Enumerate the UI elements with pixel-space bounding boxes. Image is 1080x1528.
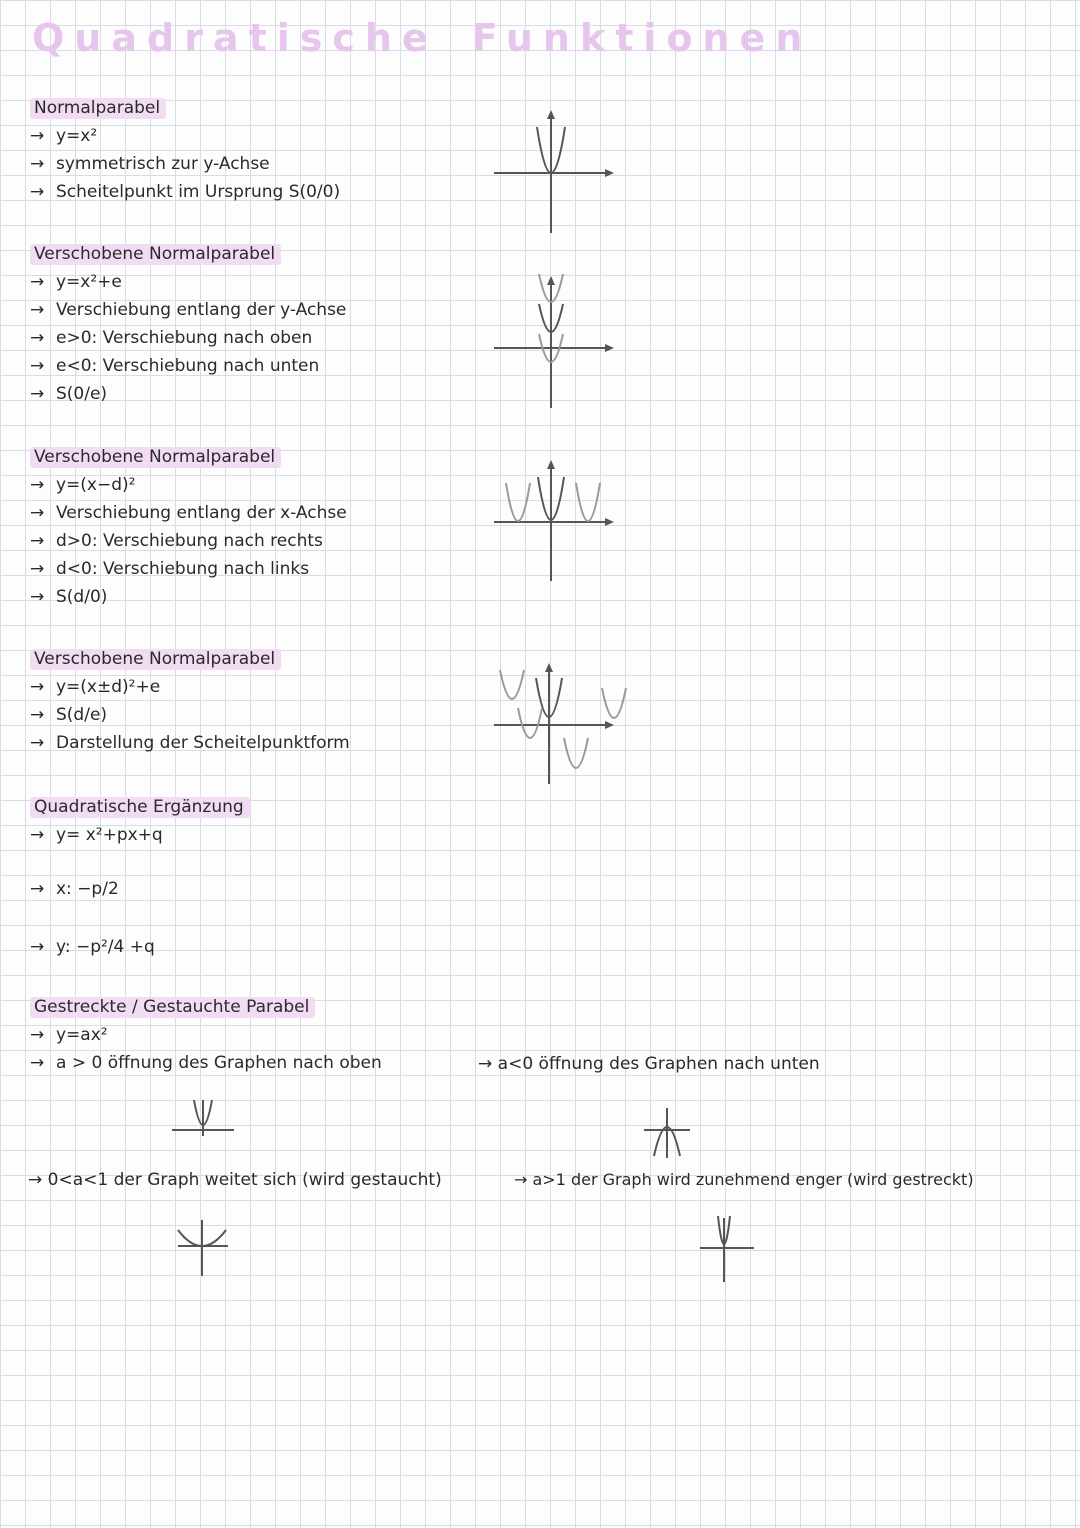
graph-narrowed: [698, 1214, 756, 1288]
graph-vertex-form: [490, 658, 635, 788]
list-item: → d>0: Verschiebung nach rechts: [30, 527, 347, 555]
section-normalparabel: [30, 98, 340, 206]
list-item: → Scheitelpunkt im Ursprung S(0/0): [30, 178, 340, 206]
list-item: → d<0: Verschiebung nach links: [30, 555, 347, 583]
arrow-icon: →: [30, 300, 45, 320]
arrow-icon: →: [30, 559, 45, 579]
graph-open-down: [642, 1106, 692, 1164]
arrow-icon: →: [30, 879, 45, 899]
arrow-icon: →: [30, 384, 45, 404]
list-item: → y=x²: [30, 122, 340, 150]
arrow-icon: →: [30, 356, 45, 376]
list-item: → Darstellung der Scheitelpunktform: [30, 729, 350, 757]
list-item: → y= x²+px+q: [30, 821, 250, 849]
arrow-icon: →: [30, 705, 45, 725]
arrow-icon: →: [30, 272, 45, 292]
list-item: → e>0: Verschiebung nach oben: [30, 324, 346, 352]
arrow-icon: →: [30, 937, 45, 957]
page-title: [32, 16, 813, 66]
note-open-down: → a<0 öffnung des Graphen nach unten: [478, 1054, 820, 1074]
arrow-icon: →: [30, 825, 45, 845]
list-item: → a > 0 öffnung des Graphen nach oben: [30, 1049, 382, 1077]
list-item: → y=(x±d)²+e: [30, 673, 350, 701]
arrow-icon: →: [30, 475, 45, 495]
arrow-icon: →: [30, 1053, 45, 1073]
section-completion: [30, 797, 250, 961]
arrow-icon: →: [30, 733, 45, 753]
graph-shift-y: [490, 270, 620, 415]
list-item: → x: −p/2: [30, 875, 250, 903]
arrow-icon: →: [30, 182, 45, 202]
arrow-icon: →: [30, 677, 45, 697]
arrow-icon: →: [30, 154, 45, 174]
list-item: → symmetrisch zur y-Achse: [30, 150, 340, 178]
arrow-icon: →: [30, 531, 45, 551]
graph-widened: [176, 1216, 230, 1282]
list-item: → S(d/e): [30, 701, 350, 729]
list-item: → S(d/0): [30, 583, 347, 611]
list-item: → Verschiebung entlang der y-Achse: [30, 296, 346, 324]
section-heading: Verschobene Normalparabel: [30, 244, 281, 265]
arrow-icon: →: [28, 1170, 43, 1190]
note-narrow: → a>1 der Graph wird zunehmend enger (wird gestreckt): [514, 1170, 974, 1189]
arrow-icon: →: [30, 126, 45, 146]
list-item: → Verschiebung entlang der x-Achse: [30, 499, 347, 527]
list-item: → y=(x−d)²: [30, 471, 347, 499]
section-shift-x: [30, 447, 347, 611]
list-item: → y=ax²: [30, 1021, 382, 1049]
section-stretch: [30, 997, 382, 1077]
list-item: → S(0/e): [30, 380, 346, 408]
section-heading: Verschobene Normalparabel: [30, 649, 281, 670]
title-word-2: Funktionen: [471, 16, 813, 60]
arrow-icon: →: [30, 503, 45, 523]
section-heading: Gestreckte / Gestauchte Parabel: [30, 997, 315, 1018]
arrow-icon: →: [478, 1054, 493, 1074]
arrow-icon: →: [30, 587, 45, 607]
list-item: → e<0: Verschiebung nach unten: [30, 352, 346, 380]
graph-shift-x: [490, 455, 620, 585]
arrow-icon: →: [30, 328, 45, 348]
list-item: → y=x²+e: [30, 268, 346, 296]
arrow-icon: →: [514, 1170, 528, 1189]
note-widen: → 0<a<1 der Graph weitet sich (wird gestaucht): [28, 1170, 442, 1190]
section-heading: Quadratische Ergänzung: [30, 797, 250, 818]
list-item: → y: −p²/4 +q: [30, 933, 250, 961]
section-shift-y: [30, 244, 346, 408]
arrow-icon: →: [30, 1025, 45, 1045]
section-heading: Verschobene Normalparabel: [30, 447, 281, 468]
graph-open-up: [170, 1098, 236, 1142]
section-vertex-form: [30, 649, 350, 757]
section-heading: Normalparabel: [30, 98, 166, 119]
graph-normalparabel: [490, 105, 620, 240]
title-word-1: Quadratische: [32, 16, 438, 60]
